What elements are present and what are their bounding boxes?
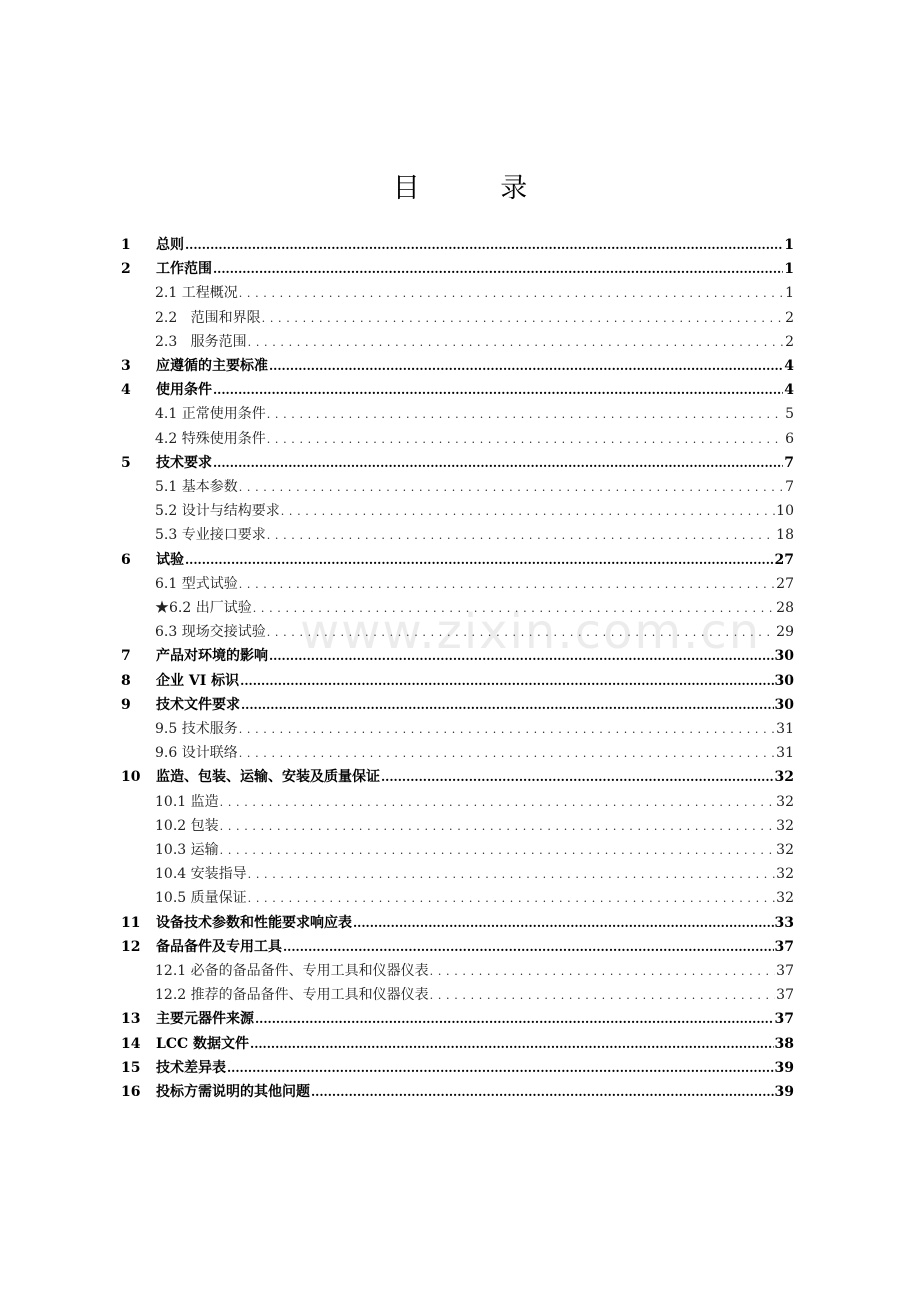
toc-leader-dots: [281, 500, 775, 524]
toc-entry-label: 12.1 必备的备品备件、专用工具和仪器仪表: [155, 963, 429, 979]
toc-row[interactable]: [0, 306, 920, 330]
toc-entry[interactable]: [156, 1080, 794, 1104]
toc-page-number: 1: [784, 237, 794, 253]
toc-section-number: 4: [121, 382, 131, 399]
toc-entry[interactable]: [156, 911, 794, 935]
toc-leader-dots: [262, 307, 784, 331]
toc-entry[interactable]: [156, 935, 794, 959]
toc-leader-dots: [311, 1080, 774, 1104]
toc-row[interactable]: [0, 281, 920, 305]
toc-entry[interactable]: [156, 1007, 794, 1031]
toc-page-number: 10: [776, 503, 794, 520]
toc-entry[interactable]: [156, 644, 794, 668]
toc-page-number: 28: [776, 600, 794, 616]
toc-entry-label: 5.3 专业接口要求: [155, 527, 266, 544]
toc-leader-dots: [250, 1032, 774, 1056]
toc-entry[interactable]: [155, 330, 794, 355]
toc-page-number: 30: [774, 648, 794, 665]
toc-leader-dots: [269, 354, 783, 378]
toc-entry[interactable]: [155, 814, 794, 839]
toc-page-number: 30: [774, 672, 794, 689]
toc-leader-dots: [240, 669, 773, 693]
toc-row[interactable]: [0, 427, 920, 451]
toc-section-number: 7: [121, 648, 131, 665]
toc-entry[interactable]: [155, 620, 794, 645]
toc-section-number: 6: [121, 551, 131, 568]
toc-entry-label: 4.1 正常使用条件: [155, 406, 266, 423]
toc-row[interactable]: [0, 233, 920, 257]
toc-entry[interactable]: [155, 959, 794, 984]
toc-entry-label: 应遵循的主要标准: [156, 358, 268, 374]
toc-entry-label: 9.5 技术服务: [155, 721, 238, 737]
toc-leader-dots: [267, 621, 775, 645]
toc-leader-dots: [353, 911, 774, 935]
toc-entry[interactable]: [155, 790, 794, 815]
toc-leader-dots: [267, 403, 784, 427]
toc-row[interactable]: [0, 475, 920, 499]
toc-section-number: 16: [121, 1084, 141, 1100]
toc-row[interactable]: [0, 402, 920, 426]
toc-leader-dots: [239, 718, 775, 742]
toc-row[interactable]: [0, 886, 920, 910]
toc-section-number: 12: [121, 938, 141, 955]
toc-leader-dots: [185, 548, 774, 572]
toc-row[interactable]: [0, 693, 920, 717]
toc-row[interactable]: [0, 523, 920, 547]
toc-row[interactable]: [0, 1032, 920, 1056]
toc-entry-label: 12.2 推荐的备品备件、专用工具和仪器仪表: [155, 987, 429, 1004]
toc-entry-label: 产品对环境的影响: [156, 648, 268, 665]
toc-entry[interactable]: [155, 983, 794, 1008]
toc-page-number: 32: [776, 842, 794, 858]
toc-leader-dots: [381, 765, 774, 789]
toc-page-number: 39: [774, 1084, 794, 1100]
toc-entry-label: 总则: [156, 237, 184, 253]
toc-row[interactable]: [0, 717, 920, 741]
toc-entry[interactable]: [155, 402, 794, 427]
toc-leader-dots: [185, 233, 783, 257]
toc-section-number: 2: [121, 261, 131, 278]
toc-page-number: 32: [776, 866, 794, 883]
toc-page-number: 33: [774, 914, 794, 931]
toc-page-number: 5: [785, 406, 794, 423]
toc-section-number: 15: [121, 1059, 141, 1076]
toc-page-number: 37: [776, 987, 794, 1004]
toc-entry[interactable]: [155, 596, 794, 621]
toc-section-number: 5: [121, 454, 131, 471]
toc-page-number: 27: [774, 551, 794, 568]
toc-row[interactable]: [0, 548, 920, 572]
toc-row[interactable]: [0, 790, 920, 814]
toc-entry-label: 2.3 服务范围: [155, 333, 247, 350]
toc-section-number: 11: [121, 914, 141, 931]
toc-page-number: 37: [774, 1011, 794, 1028]
toc-section-number: 1: [121, 237, 131, 253]
toc-page-number: 7: [784, 454, 794, 471]
toc-row[interactable]: [0, 499, 920, 523]
toc-leader-dots: [220, 791, 776, 815]
toc-row[interactable]: [0, 1056, 920, 1080]
toc-entry-label: 技术差异表: [156, 1059, 226, 1076]
toc-leader-dots: [239, 476, 784, 500]
toc-entry[interactable]: [155, 862, 794, 887]
toc-page-number: 30: [774, 696, 794, 713]
toc-entry-label: 6.3 现场交接试验: [155, 624, 266, 641]
toc-row[interactable]: [0, 572, 920, 596]
toc-leader-dots: [255, 1007, 774, 1031]
toc-row[interactable]: [0, 814, 920, 838]
toc-row[interactable]: [0, 330, 920, 354]
toc-leader-dots: [213, 451, 783, 475]
toc-entry-label: 6.1 型式试验: [155, 575, 238, 592]
toc-entry-label: 投标方需说明的其他问题: [156, 1084, 310, 1100]
toc-page-number: 37: [774, 938, 794, 955]
toc-entry-label: 企业 VI 标识: [156, 672, 240, 689]
toc-entry-label: 监造、包装、运输、安装及质量保证: [156, 769, 380, 786]
toc-leader-dots: [239, 573, 775, 597]
page-title: 目 录: [392, 173, 564, 204]
toc-entry[interactable]: [155, 427, 794, 452]
toc-row[interactable]: [0, 669, 920, 693]
toc-row[interactable]: [0, 838, 920, 862]
toc-page-number: 4: [784, 382, 794, 399]
toc-page-number: 38: [774, 1035, 794, 1052]
toc-section-number: 8: [121, 672, 131, 689]
toc-entry-label: 工作范围: [156, 261, 212, 278]
toc-page-number: 1: [784, 261, 794, 278]
toc-row[interactable]: [0, 862, 920, 886]
toc-entry[interactable]: [155, 523, 794, 548]
toc-leader-dots: [227, 1056, 774, 1080]
toc-page-number: 27: [776, 575, 794, 592]
toc-entry[interactable]: [156, 669, 794, 693]
toc-entry[interactable]: [155, 886, 794, 911]
toc-page-number: 32: [776, 817, 794, 834]
toc-entry-label: 10.2 包装: [155, 817, 219, 834]
toc-row[interactable]: [0, 257, 920, 281]
toc-leader-dots: [430, 984, 776, 1008]
toc-leader-dots: [248, 863, 776, 887]
toc-entry-label: 10.3 运输: [155, 842, 219, 858]
toc-row[interactable]: [0, 596, 920, 620]
toc-entry-label: 备品备件及专用工具: [156, 938, 282, 955]
toc-row[interactable]: [0, 741, 920, 765]
toc-entry[interactable]: [156, 451, 794, 475]
toc-entry-label: 10.4 安装指导: [155, 866, 247, 883]
toc-entry[interactable]: [156, 257, 794, 281]
toc-entry-label: 9.6 设计联络: [155, 745, 238, 762]
toc-leader-dots: [241, 693, 774, 717]
toc-entry-label: 10.1 监造: [155, 793, 219, 810]
toc-row[interactable]: [0, 935, 920, 959]
toc-leader-dots: [220, 839, 776, 863]
toc-page-number: 39: [774, 1059, 794, 1076]
toc-row[interactable]: [0, 765, 920, 789]
toc-row[interactable]: [0, 451, 920, 475]
toc-entry-label: 试验: [156, 551, 184, 568]
toc-entry[interactable]: [156, 693, 794, 717]
toc-entry-label: 5.2 设计与结构要求: [155, 503, 280, 520]
toc-entry-label: 主要元器件来源: [156, 1011, 254, 1028]
toc-entry[interactable]: [156, 378, 794, 402]
toc-entry[interactable]: [156, 354, 794, 378]
toc-page-number: 37: [776, 963, 794, 979]
toc-leader-dots: [253, 597, 775, 621]
toc-entry[interactable]: [155, 499, 794, 524]
toc-entry[interactable]: [156, 1056, 794, 1080]
toc-row[interactable]: [0, 983, 920, 1007]
toc-leader-dots: [283, 935, 774, 959]
toc-entry-label: 使用条件: [156, 382, 212, 399]
toc-entry-label: LCC 数据文件: [156, 1035, 250, 1052]
toc-leader-dots: [220, 815, 776, 839]
toc-row[interactable]: [0, 1080, 920, 1104]
toc-leader-dots: [213, 257, 783, 281]
toc-entry-label: 设备技术参数和性能要求响应表: [156, 914, 352, 931]
toc-entry[interactable]: [156, 233, 794, 257]
toc-page-number: 1: [785, 285, 794, 302]
toc-entry[interactable]: [156, 548, 794, 572]
toc-page-number: 32: [776, 793, 794, 810]
toc-leader-dots: [267, 524, 775, 548]
toc-leader-dots: [248, 887, 776, 911]
toc-leader-dots: [248, 331, 784, 355]
toc-section-number: 14: [121, 1035, 141, 1052]
toc-entry-label: 5.1 基本参数: [155, 479, 238, 495]
toc-entry[interactable]: [155, 475, 794, 500]
toc-section-number: 13: [121, 1011, 141, 1028]
toc-page-number: 32: [776, 890, 794, 907]
toc-page-number: 4: [784, 358, 794, 374]
toc-leader-dots: [269, 644, 774, 668]
toc-entry[interactable]: [155, 572, 794, 597]
toc-entry[interactable]: [156, 1032, 794, 1056]
toc-section-number: 10: [121, 769, 141, 786]
toc-leader-dots: [239, 282, 784, 306]
toc-page-number: 32: [774, 769, 794, 786]
toc-row[interactable]: [0, 911, 920, 935]
toc-page-number: 2: [785, 333, 794, 350]
toc-row[interactable]: [0, 620, 920, 644]
toc-page-number: 7: [785, 479, 794, 495]
toc-entry-label: 4.2 特殊使用条件: [155, 430, 266, 447]
toc-page-number: 31: [776, 745, 794, 762]
toc-row[interactable]: [0, 378, 920, 402]
toc-page-number: 2: [785, 309, 794, 326]
toc-leader-dots: [267, 428, 784, 452]
toc-row[interactable]: [0, 354, 920, 378]
toc-leader-dots: [430, 960, 776, 984]
toc-page-number: 18: [776, 527, 794, 544]
toc-section-number: 9: [121, 696, 131, 713]
toc-entry-label: 技术文件要求: [156, 696, 240, 713]
toc-entry[interactable]: [155, 306, 794, 331]
toc-page-number: 29: [776, 624, 794, 641]
toc-page-number: 31: [776, 721, 794, 737]
toc-entry[interactable]: [155, 717, 794, 742]
toc-leader-dots: [213, 378, 783, 402]
toc-entry-label: 2.1 工程概况: [155, 285, 238, 302]
toc-page-number: 6: [785, 430, 794, 447]
toc-entry[interactable]: [155, 741, 794, 766]
toc-entry[interactable]: [155, 838, 794, 863]
toc-row[interactable]: [0, 959, 920, 983]
toc-entry-label: 2.2 范围和界限: [155, 309, 261, 326]
toc-row[interactable]: [0, 644, 920, 668]
toc-entry-label: ★6.2 出厂试验: [155, 600, 252, 616]
toc-entry[interactable]: [155, 281, 794, 306]
toc-entry-label: 技术要求: [156, 454, 212, 471]
toc-entry[interactable]: [156, 765, 794, 789]
toc-section-number: 3: [121, 358, 131, 374]
watermark: www.zixin.com.cn: [300, 604, 762, 660]
toc-leader-dots: [239, 742, 775, 766]
toc-entry-label: 10.5 质量保证: [155, 890, 247, 907]
toc-row[interactable]: [0, 1007, 920, 1031]
